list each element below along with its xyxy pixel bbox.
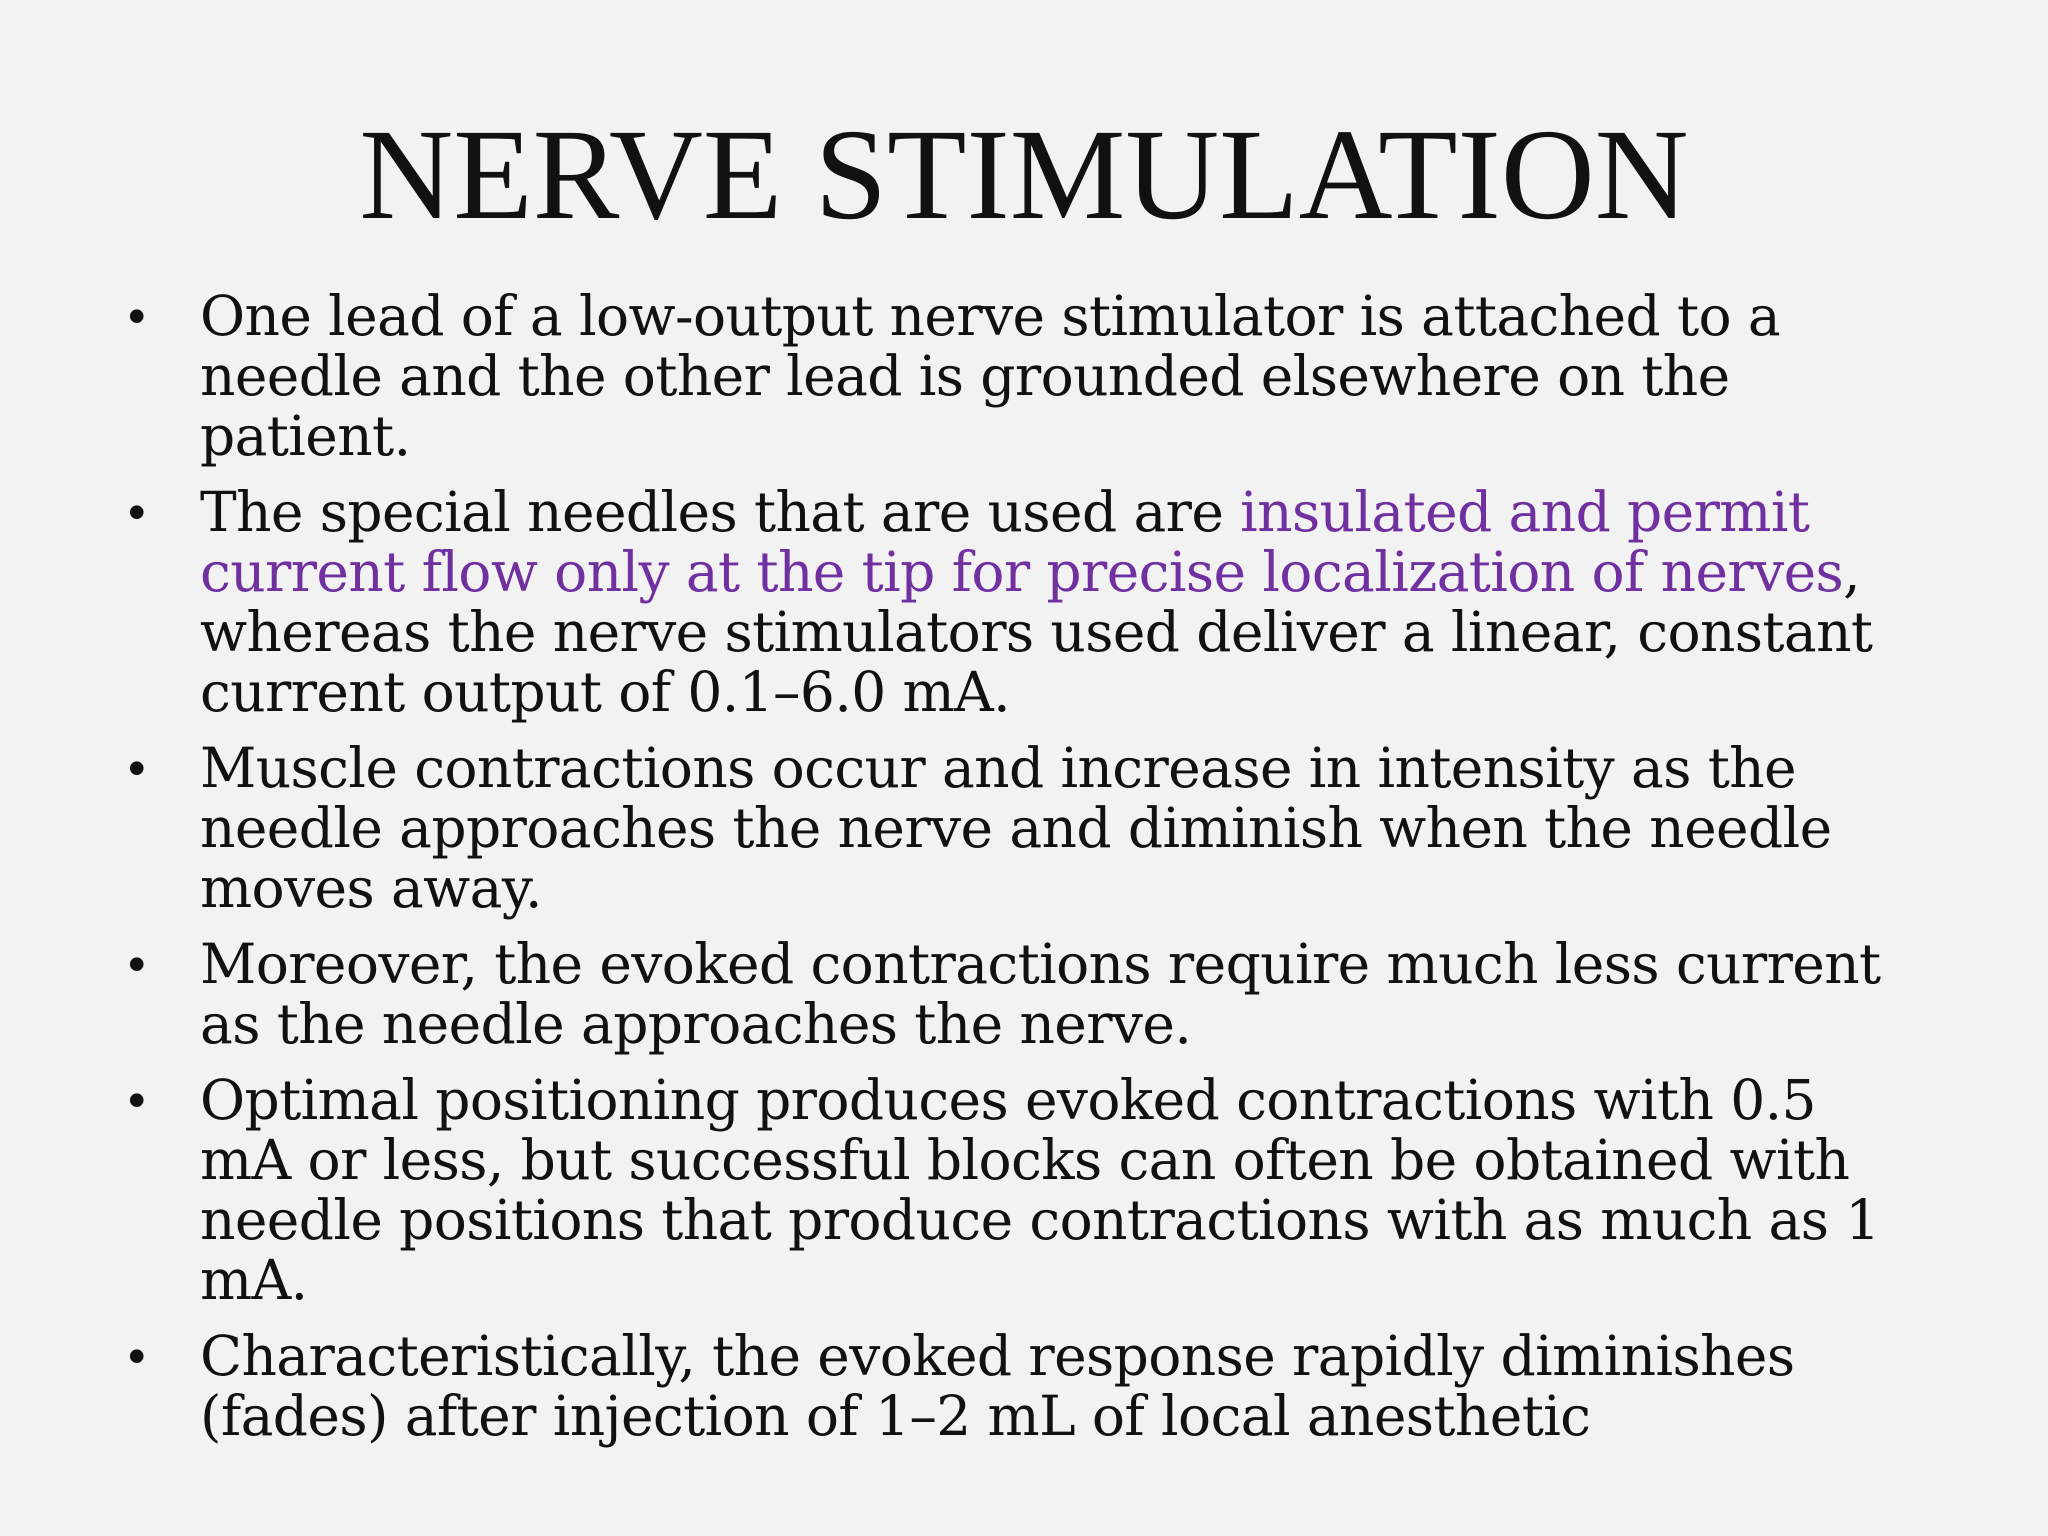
bullet-marker: •	[128, 740, 145, 796]
bullet-text: One lead of a low-output nerve stimulator is attached to a needle and the other lead is grounded elsewhere on the patient.	[200, 284, 1781, 468]
bullet-highlight-text: insulated and permit current flow only at the tip for precise localization of nerves	[200, 480, 1844, 604]
bullet-text: Optimal positioning produces evoked contractions with 0.5 mA or less, but successful blocks can often be obtained with needle positions that produce contractions with as much as 1 mA.	[200, 1068, 1880, 1312]
bullet-item-5	[118, 1070, 1918, 1310]
bullet-item-1	[118, 286, 1918, 466]
bullet-item-6	[118, 1326, 1918, 1446]
bullet-text-after: , whereas the nerve stimulators used deliver a linear, constant current output of 0.1–6.0 mA.	[200, 540, 1873, 724]
bullet-marker: •	[128, 1328, 145, 1384]
bullet-item-3	[118, 738, 1918, 918]
bullet-item-4	[118, 934, 1918, 1054]
bullet-marker: •	[128, 1072, 145, 1128]
bullet-marker: •	[128, 288, 145, 344]
bullet-marker: •	[128, 936, 145, 992]
slide-title: NERVE STIMULATION	[359, 103, 1689, 247]
bullet-text: Muscle contractions occur and increase in intensity as the needle approaches the nerve and diminish when the needle moves away.	[200, 736, 1832, 920]
bullet-item-2	[118, 482, 1918, 722]
bullet-list	[118, 286, 1918, 1462]
bullet-text-before: The special needles that are used are	[200, 480, 1241, 544]
bullet-text: Moreover, the evoked contractions require much less current as the needle approaches the nerve.	[200, 932, 1881, 1056]
bullet-text: Characteristically, the evoked response rapidly diminishes (fades) after injection of 1–2 mL of local anesthetic	[200, 1324, 1795, 1448]
bullet-marker: •	[128, 484, 145, 540]
